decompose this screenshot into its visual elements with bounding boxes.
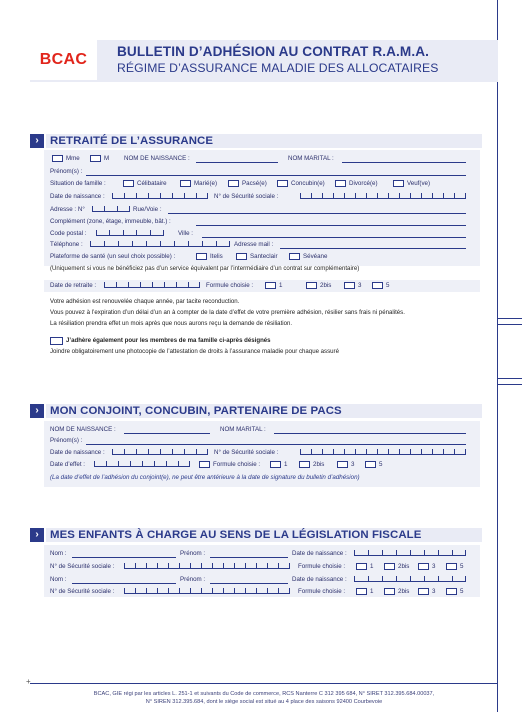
code-postal-field[interactable] [96, 230, 164, 236]
conjoint-formule-5-label: 5 [379, 461, 383, 468]
formule-2bis-label: 2bis [320, 282, 332, 289]
divorce-label: Divorcé(e) [349, 180, 378, 187]
enfant2-date-naissance-field[interactable] [354, 576, 466, 582]
nom-naissance-label: NOM DE NAISSANCE : [124, 155, 190, 162]
enfant1-formule-3-checkbox[interactable] [418, 563, 429, 570]
marie-label: Marié(e) [194, 180, 218, 187]
edge-tick [497, 324, 522, 325]
conjoint-formule-2bis-label: 2bis [313, 461, 325, 468]
situation-label: Situation de famille : [50, 180, 106, 187]
concubin-checkbox[interactable] [277, 180, 288, 187]
enfant1-formule-1-label: 1 [370, 563, 374, 570]
enfant1-formule-1-checkbox[interactable] [356, 563, 367, 570]
celibataire-checkbox[interactable] [123, 180, 134, 187]
num-secu-field[interactable] [300, 193, 466, 199]
enfant1-date-naissance-label: Date de naissance : [292, 550, 347, 557]
formule-3-label: 3 [358, 282, 362, 289]
nom-marital-field[interactable] [342, 162, 466, 163]
adresse-mail-label: Adresse mail : [234, 241, 274, 248]
m-label: M [104, 155, 110, 162]
pacse-label: Pacsé(e) [242, 180, 267, 187]
crop-mark-icon: + [26, 677, 31, 686]
rue-label: Rue/Voie : [133, 206, 162, 213]
adhere-famille-checkbox[interactable] [50, 337, 63, 345]
santeclair-checkbox[interactable] [236, 253, 247, 260]
rue-field[interactable] [168, 213, 466, 214]
joindre-text: Joindre obligatoirement une photocopie de l’attestation de droits à l’assurance maladie pour chaque assuré [50, 348, 339, 355]
date-retraite-field[interactable] [104, 282, 200, 288]
enfant1-num-secu-field[interactable] [124, 563, 290, 569]
code-postal-label: Code postal : [50, 230, 87, 237]
footer-legal [30, 690, 498, 706]
enfant2-prenom-field[interactable] [210, 583, 288, 584]
footer-rule [30, 683, 498, 684]
conjoint-nom-marital-field[interactable] [274, 433, 466, 434]
section-title: MON CONJOINT, CONCUBIN, PARTENAIRE DE PACS [50, 405, 342, 417]
enfant2-formule-3-label: 3 [432, 588, 436, 595]
adresse-numero-field[interactable] [92, 206, 130, 212]
conjoint-prenoms-field[interactable] [86, 444, 466, 445]
enfant1-nom-field[interactable] [72, 557, 176, 558]
divorce-checkbox[interactable] [335, 180, 346, 187]
conjoint-date-naissance-label: Date de naissance : [50, 449, 105, 456]
nom-marital-label: NOM MARITAL : [288, 155, 334, 162]
conjoint-prenoms-label: Prénom(s) : [50, 437, 83, 444]
formule-1-checkbox[interactable] [265, 282, 276, 289]
date-retraite-label: Date de retraite : [50, 282, 97, 289]
enfant1-formule-3-label: 3 [432, 563, 436, 570]
conjoint-num-secu-label: N° de Sécurité sociale : [214, 449, 279, 456]
conjoint-date-effet-label: Date d’effet : [50, 461, 85, 468]
formule-label: Formule choisie : [206, 282, 254, 289]
renouvellement-text: Votre adhésion est renouvelée chaque année, par tacite reconduction. [50, 298, 240, 305]
veuf-checkbox[interactable] [393, 180, 404, 187]
enfant2-prenom-label: Prénom : [180, 576, 206, 583]
enfant2-formule-5-label: 5 [460, 588, 464, 595]
ville-field[interactable] [202, 237, 466, 238]
formule-1-label: 1 [279, 282, 283, 289]
seveane-label: Sévéane [303, 253, 328, 260]
section-header-enfants [30, 528, 482, 543]
resiliation-text: Vous pouvez à l’expiration d’un délai d’un an à compter de la date d’effet de votre première adhésion, résilier sans frais ni pénalités. [50, 309, 405, 316]
num-secu-label: N° de Sécurité sociale : [214, 193, 279, 200]
enfant2-nom-field[interactable] [72, 583, 176, 584]
itelis-label: Itelis [210, 253, 223, 260]
chevron-right-icon: › [30, 528, 44, 542]
veuf-label: Veuf(ve) [407, 180, 431, 187]
complement-field[interactable] [196, 225, 466, 226]
conjoint-date-note: (La date d’effet de l’adhésion du conjoint(e), ne peut être antérieure à la date de signature du bulletin d’adhésion) [50, 474, 360, 481]
uniquement-note: (Uniquement si vous ne bénéficiez pas d’un service équivalent par l’intermédiaire d’un contrat sur complémentaire) [50, 265, 360, 272]
marie-checkbox[interactable] [180, 180, 191, 187]
seveane-checkbox[interactable] [289, 253, 300, 260]
section-title: RETRAITÉ DE L’ASSURANCE [50, 135, 214, 147]
conjoint-formule-1-checkbox[interactable] [270, 461, 281, 468]
formule-3-checkbox[interactable] [344, 282, 355, 289]
enfant1-formule-2bis-label: 2bis [398, 563, 410, 570]
complement-label: Complément (zone, étage, immeuble, bât.) : [50, 218, 171, 225]
date-naissance-field[interactable] [112, 193, 208, 199]
enfant2-nom-label: Nom : [50, 576, 67, 583]
enfant1-prenom-field[interactable] [210, 557, 288, 558]
adresse-label: Adresse : N° [50, 206, 85, 213]
resiliation-effet-text: La résiliation prendra effet un mois après que nous aurons reçu la demande de résiliation. [50, 320, 293, 327]
mme-checkbox[interactable] [52, 155, 63, 162]
enfant2-formule-1-checkbox[interactable] [356, 588, 367, 595]
conjoint-nom-naissance-label: NOM DE NAISSANCE : [50, 426, 116, 433]
plateforme-label: Plateforme de santé (un seul choix possible) : [50, 253, 176, 260]
enfant2-num-secu-label: N° de Sécurité sociale : [50, 588, 115, 595]
concubin-label: Concubin(e) [291, 180, 325, 187]
pacse-checkbox[interactable] [228, 180, 239, 187]
santeclair-label: Santeclair [250, 253, 278, 260]
enfant2-num-secu-field[interactable] [124, 588, 290, 594]
edge-tick [497, 384, 522, 385]
celibataire-label: Célibataire [137, 180, 167, 187]
adresse-mail-field[interactable] [280, 248, 466, 249]
enfant2-formule-2bis-label: 2bis [398, 588, 410, 595]
chevron-right-icon: › [30, 404, 44, 418]
document-subtitle: RÉGIME D’ASSURANCE MALADIE DES ALLOCATAIRES [117, 61, 439, 75]
enfant2-date-naissance-label: Date de naissance : [292, 576, 347, 583]
enfant2-formule-1-label: 1 [370, 588, 374, 595]
mme-label: Mme [66, 155, 80, 162]
adhere-famille-label: J’adhère également pour les membres de ma famille ci-après désignés [66, 337, 271, 344]
chevron-right-icon: › [30, 134, 44, 148]
enfant1-formule-5-label: 5 [460, 563, 464, 570]
enfant1-formule-2bis-checkbox[interactable] [384, 563, 395, 570]
enfant1-num-secu-label: N° de Sécurité sociale : [50, 563, 115, 570]
date-naissance-label: Date de naissance : [50, 193, 105, 200]
edge-tick [497, 318, 522, 319]
section-header-conjoint [30, 404, 482, 419]
conjoint-formule-3-checkbox[interactable] [337, 461, 348, 468]
enfant1-nom-label: Nom : [50, 550, 67, 557]
conjoint-date-naissance-field[interactable] [112, 449, 208, 455]
formule-2bis-checkbox[interactable] [306, 282, 317, 289]
page-edge-line [497, 0, 498, 712]
itelis-checkbox[interactable] [196, 253, 207, 260]
conjoint-formule-box[interactable] [199, 461, 210, 468]
telephone-field[interactable] [90, 241, 230, 247]
conjoint-nom-naissance-field[interactable] [124, 433, 210, 434]
enfant1-prenom-label: Prénom : [180, 550, 206, 557]
formule-5-checkbox[interactable] [372, 282, 383, 289]
conjoint-formule-2bis-checkbox[interactable] [299, 461, 310, 468]
conjoint-formule-1-label: 1 [284, 461, 288, 468]
enfant1-date-naissance-field[interactable] [354, 550, 466, 556]
section-header-retraite [30, 134, 482, 149]
enfant1-formule-5-checkbox[interactable] [446, 563, 457, 570]
logo-text: BCAC [39, 51, 88, 68]
footer-line-1: BCAC, GIE régi par les articles L. 251-1 et suivants du Code de commerce, RCS Nanterre C 312 395 684, N° SIRET 312.395.684.00037, [93, 691, 435, 697]
ville-label: Ville : [178, 230, 194, 237]
prenoms-field[interactable] [86, 175, 466, 176]
section-title: MES ENFANTS À CHARGE AU SENS DE LA LÉGISLATION FISCALE [50, 529, 422, 541]
conjoint-formule-label: Formule choisie : [213, 461, 261, 468]
document-title: BULLETIN D’ADHÉSION AU CONTRAT R.A.M.A. [117, 44, 430, 59]
formule-5-label: 5 [386, 282, 390, 289]
enfant1-formule-label: Formule choisie : [298, 563, 346, 570]
conjoint-nom-marital-label: NOM MARITAL : [220, 426, 266, 433]
enfant2-formule-2bis-checkbox[interactable] [384, 588, 395, 595]
conjoint-num-secu-field[interactable] [300, 449, 466, 455]
nom-naissance-field[interactable] [196, 162, 278, 163]
edge-tick [497, 378, 522, 379]
enfant2-formule-3-checkbox[interactable] [418, 588, 429, 595]
conjoint-formule-5-checkbox[interactable] [365, 461, 376, 468]
decorative-stripes [400, 0, 522, 36]
enfant2-formule-5-checkbox[interactable] [446, 588, 457, 595]
conjoint-date-effet-field[interactable] [94, 461, 190, 467]
enfant2-formule-label: Formule choisie : [298, 588, 346, 595]
prenoms-label: Prénom(s) : [50, 168, 83, 175]
conjoint-formule-3-label: 3 [351, 461, 355, 468]
footer-line-2: N° SIREN 312.395.684, dont le siège social est situé au 4 place des saisons 92400 Courbevoie [145, 699, 383, 705]
telephone-label: Téléphone : [50, 241, 83, 248]
m-checkbox[interactable] [90, 155, 101, 162]
bcac-logo [30, 40, 97, 82]
